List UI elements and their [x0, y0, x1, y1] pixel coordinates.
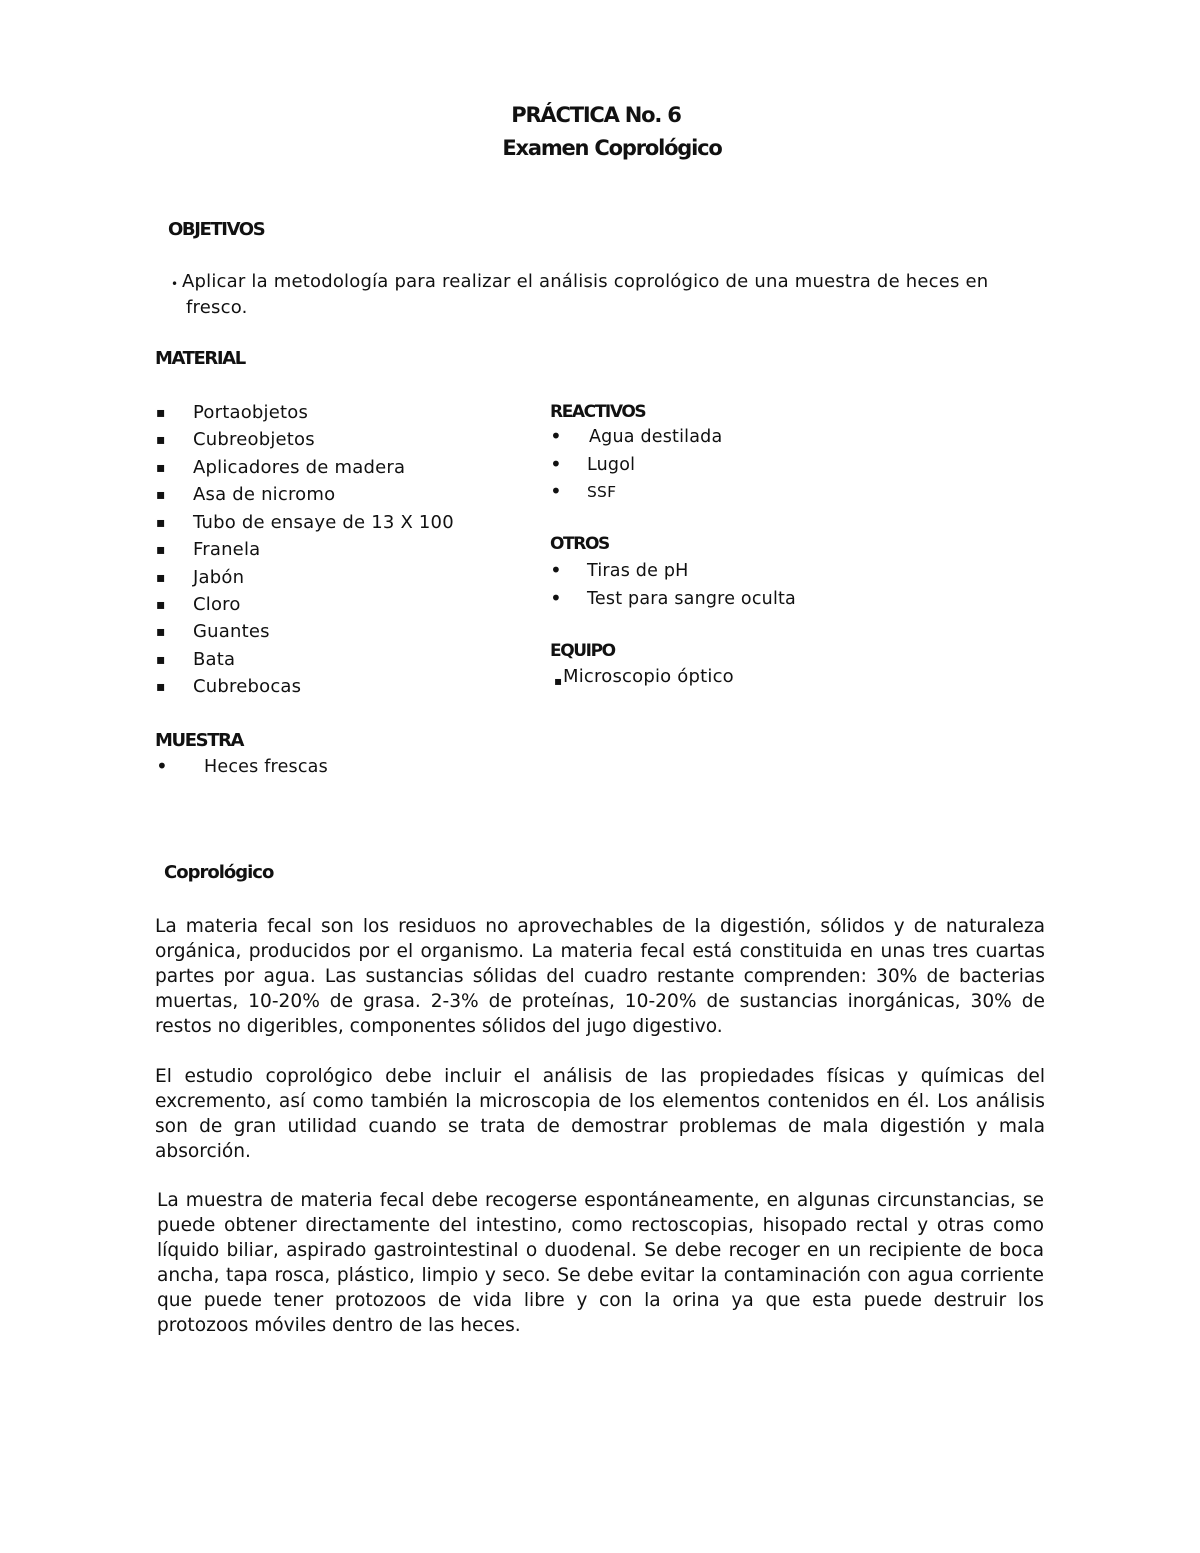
bullet-icon: • [550, 452, 562, 476]
bullet-icon: ▪ [156, 652, 166, 668]
material-item: Cubrebocas [193, 676, 302, 697]
material-heading: MATERIAL [155, 348, 245, 369]
bullet-icon: • [550, 424, 562, 448]
paragraph: El estudio coprológico debe incluir el análisis de las propiedades físicas y químicas del excremento, así como también la microscopia de los elementos contenidos en él. Los análisis son de gran utilidad cuando se trata de demostrar problemas de mala digestión y mala absorción. [155, 1066, 1045, 1162]
material-item: Franela [193, 539, 261, 560]
bullet-icon: ▪ [156, 597, 166, 613]
equipo-heading: EQUIPO [550, 641, 615, 661]
reactivos-heading: REACTIVOS [550, 402, 646, 422]
objetivo-item-continuation: fresco. [186, 297, 248, 318]
bullet-icon: • [550, 479, 562, 503]
bullet-icon: ▪ [156, 679, 166, 695]
bullet-icon: ▪ [156, 542, 166, 558]
otro-item: Test para sangre oculta [587, 589, 796, 609]
paragraph: La muestra de materia fecal debe recogerse espontáneamente, en algunas circunstancias, se puede obtener directamente del intestino, como rectoscopias, hisopado rectal y otras como líquido biliar, aspirado gastrointestinal o duodenal. Se debe recoger en un recipiente de boca ancha, tapa rosca, plástico, limpio y seco. Se debe evitar la contaminación con agua corriente que puede tener protozoos de vida libre y con la orina ya que esta puede destruir los protozoos móviles dentro de las heces. [157, 1190, 1044, 1336]
objetivos-heading: OBJETIVOS [168, 219, 265, 240]
material-item: Asa de nicromo [193, 484, 336, 505]
bullet-icon: ▪ [156, 460, 166, 476]
document-title: PRÁCTICA No. 6 [511, 103, 681, 127]
reactivo-item: Agua destilada [589, 427, 723, 447]
objetivo-item: Aplicar la metodología para realizar el análisis coprológico de una muestra de heces en [182, 271, 989, 292]
bullet-icon: ▪ [156, 515, 166, 531]
material-item: Jabón [193, 567, 245, 588]
material-item: Portaobjetos [193, 402, 309, 423]
paragraph: La materia fecal son los residuos no aprovechables de la digestión, sólidos y de naturaleza orgánica, producidos por el organismo. La materia fecal está constituida en unas tres cuartas partes por agua. Las sustancias sólidas del cuadro restante comprenden: 30% de bacterias muertas, 10-20% de grasa. 2-3% de proteínas, 10-20% de sustancias inorgánicas, 30% de restos no digeribles, componentes sólidos del jugo digestivo. [155, 916, 1045, 1037]
material-item: Bata [193, 649, 236, 670]
material-item: Cubreobjetos [193, 429, 315, 450]
otros-heading: OTROS [550, 534, 609, 554]
document-subtitle: Examen Coprológico [502, 136, 722, 160]
bullet-icon: • [171, 277, 179, 291]
muestra-item: Heces frescas [204, 757, 328, 777]
otro-item: Tiras de pH [587, 561, 689, 581]
bullet-icon: • [550, 558, 562, 582]
equipo-item: Microscopio óptico [563, 666, 734, 687]
bullet-icon: ▪ [156, 432, 166, 448]
bullet-icon: ▪ [156, 487, 166, 503]
bullet-icon: ▪ [156, 624, 166, 640]
bullet-icon: • [156, 754, 168, 778]
material-item: Aplicadores de madera [193, 457, 406, 478]
muestra-heading: MUESTRA [155, 730, 244, 751]
bullet-icon: ▪ [554, 674, 563, 688]
bullet-icon: ▪ [156, 405, 166, 421]
material-item: Tubo de ensaye de 13 X 100 [193, 512, 454, 533]
bullet-icon: ▪ [156, 570, 166, 586]
material-item: Guantes [193, 621, 270, 642]
bullet-icon: • [550, 586, 562, 610]
reactivo-item: SSF [587, 483, 617, 501]
coprologico-heading: Coprológico [164, 862, 274, 883]
reactivo-item: Lugol [587, 455, 636, 475]
material-item: Cloro [193, 594, 241, 615]
